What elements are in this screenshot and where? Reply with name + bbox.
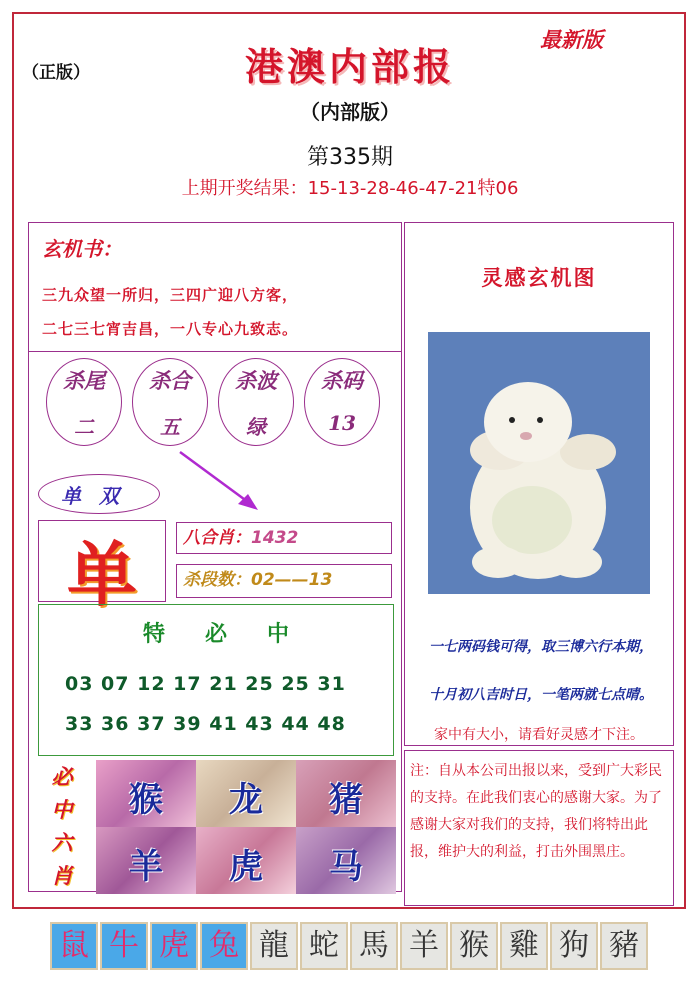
bi-zhong-char: 肖 <box>51 863 73 888</box>
zodiac-cell <box>296 827 396 894</box>
zodiac-tile: 狗 <box>550 922 598 970</box>
liuhe-box <box>176 522 392 554</box>
duanshu-box <box>176 564 392 598</box>
liuhe-label: 八合肖： <box>183 528 251 548</box>
numbers-row-2: 33 36 37 39 41 43 44 48 <box>65 713 346 735</box>
zodiac-char: 猴 <box>129 780 163 820</box>
zodiac-tile: 馬 <box>350 922 398 970</box>
numbers-row-1: 03 07 12 17 21 25 25 31 <box>65 673 346 695</box>
dan-shuang-oval <box>38 474 160 514</box>
zodiac-cell <box>196 760 296 827</box>
zodiac-char: 马 <box>329 847 363 887</box>
xuanji-line-2: 二七三七宵吉昌，一八专心九致志。 <box>42 320 299 338</box>
lamb-toy-image <box>428 332 650 594</box>
notice-text: 注：自从本公司出报以来，受到广大彩民的支持。在此我们衷心的感谢大家。为了感谢大家对我们的支持，我们将特出此报，维护大的利益，打击外围黑庄。 <box>410 763 662 860</box>
zodiac-cell <box>196 827 296 894</box>
page-title: 港澳内部报 <box>244 44 455 89</box>
zodiac-tile: 豬 <box>600 922 648 970</box>
bi-zhong-char: 六 <box>51 830 73 855</box>
te-bi-zhong-box <box>38 604 394 756</box>
inspiration-title: 灵感玄机图 <box>481 265 597 290</box>
big-pick: 单 <box>67 533 137 616</box>
zodiac-tile: 虎 <box>150 922 198 970</box>
oval-label: 杀波 <box>235 368 277 393</box>
oval-sha-wei <box>46 358 122 446</box>
zodiac-grid <box>96 760 396 894</box>
bi-zhong-label <box>44 760 80 892</box>
right-poem-1: 一七两码钱可得，取三博六行本期， <box>429 639 653 655</box>
zodiac-tile: 龍 <box>250 922 298 970</box>
zodiac-cell <box>96 827 196 894</box>
oval-label: 杀合 <box>149 368 191 393</box>
zodiac-char: 羊 <box>129 847 163 887</box>
zodiac-tile: 蛇 <box>300 922 348 970</box>
dan-shuang-text: 单双 <box>61 484 137 508</box>
zodiac-tile: 牛 <box>100 922 148 970</box>
zodiac-tile: 雞 <box>500 922 548 970</box>
bi-zhong-char: 必 <box>51 764 73 789</box>
te-bi-zhong-title: 特必中 <box>142 621 329 647</box>
zodiac-tile: 猴 <box>450 922 498 970</box>
oval-value: 二 <box>74 415 94 439</box>
right-poem-2: 十月初八吉时日，一笔两就七点晴。 <box>429 687 653 703</box>
duanshu-value: 02——13 <box>251 570 333 590</box>
zodiac-char: 龙 <box>229 780 263 820</box>
oval-value: 绿 <box>246 415 266 439</box>
zodiac-char: 猪 <box>329 780 363 820</box>
arrow-icon <box>170 446 270 516</box>
edition-tag: （正版） <box>22 63 90 83</box>
zodiac-cell <box>296 760 396 827</box>
oval-label: 杀码 <box>321 368 363 393</box>
xuanji-line-1: 三九众望一所归，三四广迎八方客， <box>42 286 299 304</box>
oval-value: 13 <box>328 411 356 435</box>
zodiac-tile: 羊 <box>400 922 448 970</box>
last-result: 上期开奖结果：15-13-28-46-47-21特06 <box>181 178 519 199</box>
issue-number: 第335期 <box>307 145 393 170</box>
oval-label: 杀尾 <box>63 368 105 393</box>
oval-sha-bo <box>218 358 294 446</box>
big-pick-box <box>38 520 166 616</box>
zodiac-cell <box>96 760 196 827</box>
duanshu-label: 杀段数： <box>183 570 251 590</box>
oval-value: 五 <box>160 415 180 439</box>
latest-tag: 最新版 <box>540 28 603 52</box>
zodiac-strip <box>50 922 650 970</box>
oval-sha-he <box>132 358 208 446</box>
zodiac-tile: 兔 <box>200 922 248 970</box>
oval-sha-ma <box>304 358 380 446</box>
zodiac-tile: 鼠 <box>50 922 98 970</box>
page-subtitle: （内部版） <box>300 100 400 124</box>
xuanji-title: 玄机书： <box>42 237 122 261</box>
zodiac-char: 虎 <box>229 847 263 887</box>
right-note: 家中有大小，请看好灵感才下注。 <box>434 727 644 743</box>
bi-zhong-char: 中 <box>51 797 73 822</box>
liuhe-value: 1432 <box>251 528 299 548</box>
